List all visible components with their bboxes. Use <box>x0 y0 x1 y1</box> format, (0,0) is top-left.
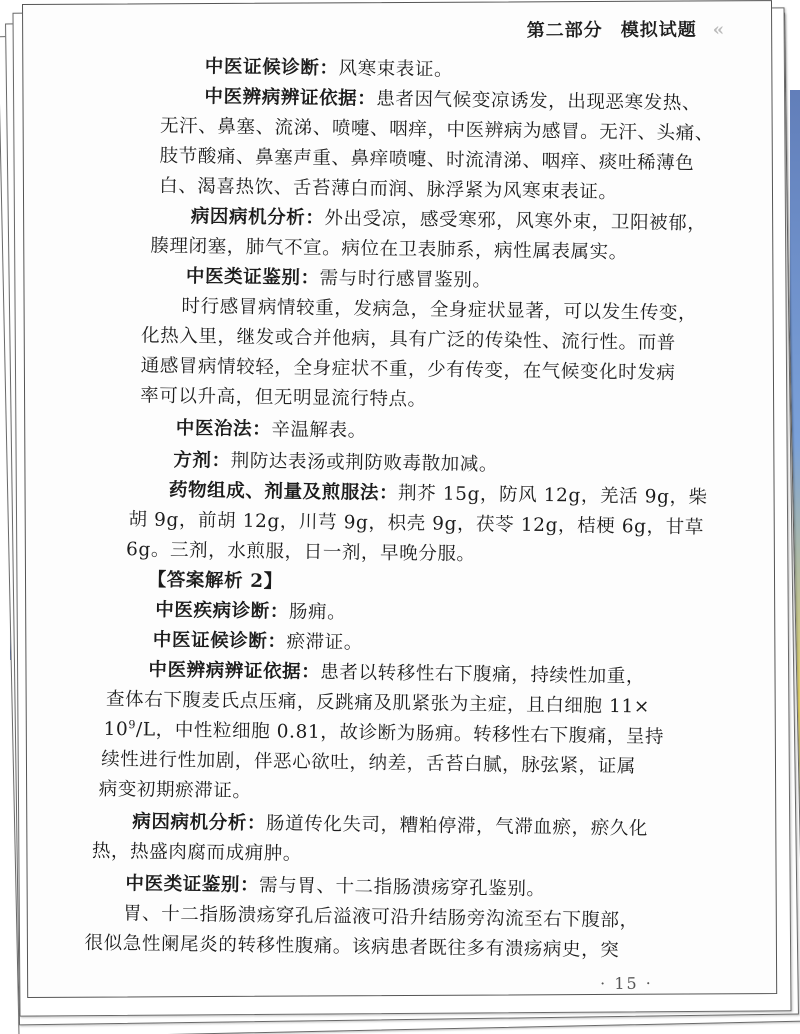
section-text: 荆芥 15g，防风 12g，羌活 9g，柴 <box>397 482 708 509</box>
section-label: 药物组成、剂量及煎服法： <box>168 479 399 504</box>
section-text: 患者因气候变凉诱发，出现恶寒发热、 <box>376 88 702 115</box>
section-label: 病因病机分析： <box>190 206 325 229</box>
text-line <box>168 479 708 509</box>
section-text: 瘀滞证。 <box>286 631 364 654</box>
section-text: 患者以转移性右下腹痛，持续性加重， <box>320 661 646 688</box>
text-line <box>185 265 492 292</box>
chevron-left-icon: ‹‹ <box>712 19 722 41</box>
section-label: 中医类证鉴别： <box>125 873 260 897</box>
text-line: 腠理闭塞，肺气不宣。病位在卫表肺系，病性属表属实。 <box>150 235 628 264</box>
header-part: 第二部分 <box>526 19 603 42</box>
section-label: 病因病机分析： <box>132 811 267 835</box>
text-line: 通感冒病情较轻，全身症状不重，少有传变，在气候变化时发病 <box>140 355 676 384</box>
text-line <box>175 417 367 442</box>
text-line: 无汗、鼻塞、流涕、喷嚏、咽痒，中医辨病为感冒。无汗、头痛、 <box>159 115 715 145</box>
exponent-base: 10 <box>103 718 129 741</box>
text-line: 续性进行性加剧，伴恶心欲吐，纳差，舌苔白腻，脉弦紧，证属 <box>101 748 637 778</box>
text-line <box>152 629 364 654</box>
text-line <box>132 813 648 839</box>
section-label: 中医辨病辨证依据： <box>148 659 321 683</box>
text-line <box>155 599 347 624</box>
section-text: 需与时行感冒鉴别。 <box>319 267 492 292</box>
text-line: 胡 9g，前胡 12g，川芎 9g，枳壳 9g，茯苓 12g，桔梗 6g，甘草 <box>128 509 705 539</box>
section-label: 中医治法： <box>175 417 272 441</box>
section-label: 方剂： <box>173 449 231 472</box>
text-line <box>148 659 646 688</box>
section-text: 需与胃、十二指肠溃疡穿孔鉴别。 <box>258 875 546 901</box>
section-label: 中医证候诊断： <box>152 629 287 653</box>
section-label: 中医类证鉴别： <box>185 265 320 289</box>
text-line <box>125 875 545 899</box>
text-line <box>103 718 665 748</box>
section-label: 中医辨病辨证依据： <box>204 86 377 110</box>
text-line: 6g。三剂，水煎服，日一剂，早晚分服。 <box>125 539 476 566</box>
section-text: /L，中性粒细胞 0.81，故诊断为肠痈。转移性右下腹痛，呈持 <box>135 719 665 748</box>
page-number: · 15 · <box>600 973 653 993</box>
page-body <box>10 0 772 1000</box>
text-line: 胃、十二指肠溃疡穿孔后溢液可沿升结肠旁沟流至右下腹部， <box>122 903 639 932</box>
section-label: 中医疾病诊断： <box>155 599 290 623</box>
text-line: 很似急性阑尾炎的转移性腹痛。该病患者既往多有溃疡病史，突 <box>84 932 620 962</box>
text-line <box>173 449 499 476</box>
text-line <box>191 208 707 234</box>
section-text: 辛温解表。 <box>271 419 367 442</box>
section-text: 荆防达表汤或荆防败毒散加减。 <box>230 450 499 476</box>
text-line: 病变初期瘀滞证。 <box>98 778 252 802</box>
text-line: 白、渴喜热饮、舌苔薄白而润、脉浮紧为风寒束表证。 <box>159 175 618 204</box>
document-page <box>22 0 777 998</box>
text-line: 热，热盛肉腐而成痈肿。 <box>91 840 303 865</box>
exponent: 9 <box>128 718 137 732</box>
section-label: 中医证候诊断： <box>204 56 339 80</box>
text-line: 率可以升高，但无明显流行特点。 <box>140 385 427 411</box>
section-text: 风寒束表证。 <box>338 58 454 81</box>
text-line <box>204 88 701 113</box>
text-line <box>205 58 454 80</box>
text-line: 化热入里，继发或合并他病，具有广泛的传染性、流行性。而普 <box>140 325 677 354</box>
section-text: 肠痈。 <box>288 601 347 624</box>
text-line: 查体右下腹麦氏点压痛，反跳痛及肌紧张为主症，且白细胞 11× <box>105 688 651 718</box>
section-text: 外出受凉，感受寒邪，风寒外束，卫阳被郁， <box>324 207 707 235</box>
header-title: 模拟试题 <box>620 19 697 41</box>
answer-heading: 【答案解析 2】 <box>147 569 283 593</box>
text-line: 时行感冒病情较重，发病急，全身症状显著，可以发生传变， <box>181 295 698 325</box>
section-text: 肠道传化失司，糟粕停滞，气滞血瘀，瘀久化 <box>265 813 649 840</box>
text-line: 肢节酸痛、鼻塞声重、鼻痒喷嚏、时流清涕、咽痒、痰吐稀薄色 <box>159 145 695 175</box>
